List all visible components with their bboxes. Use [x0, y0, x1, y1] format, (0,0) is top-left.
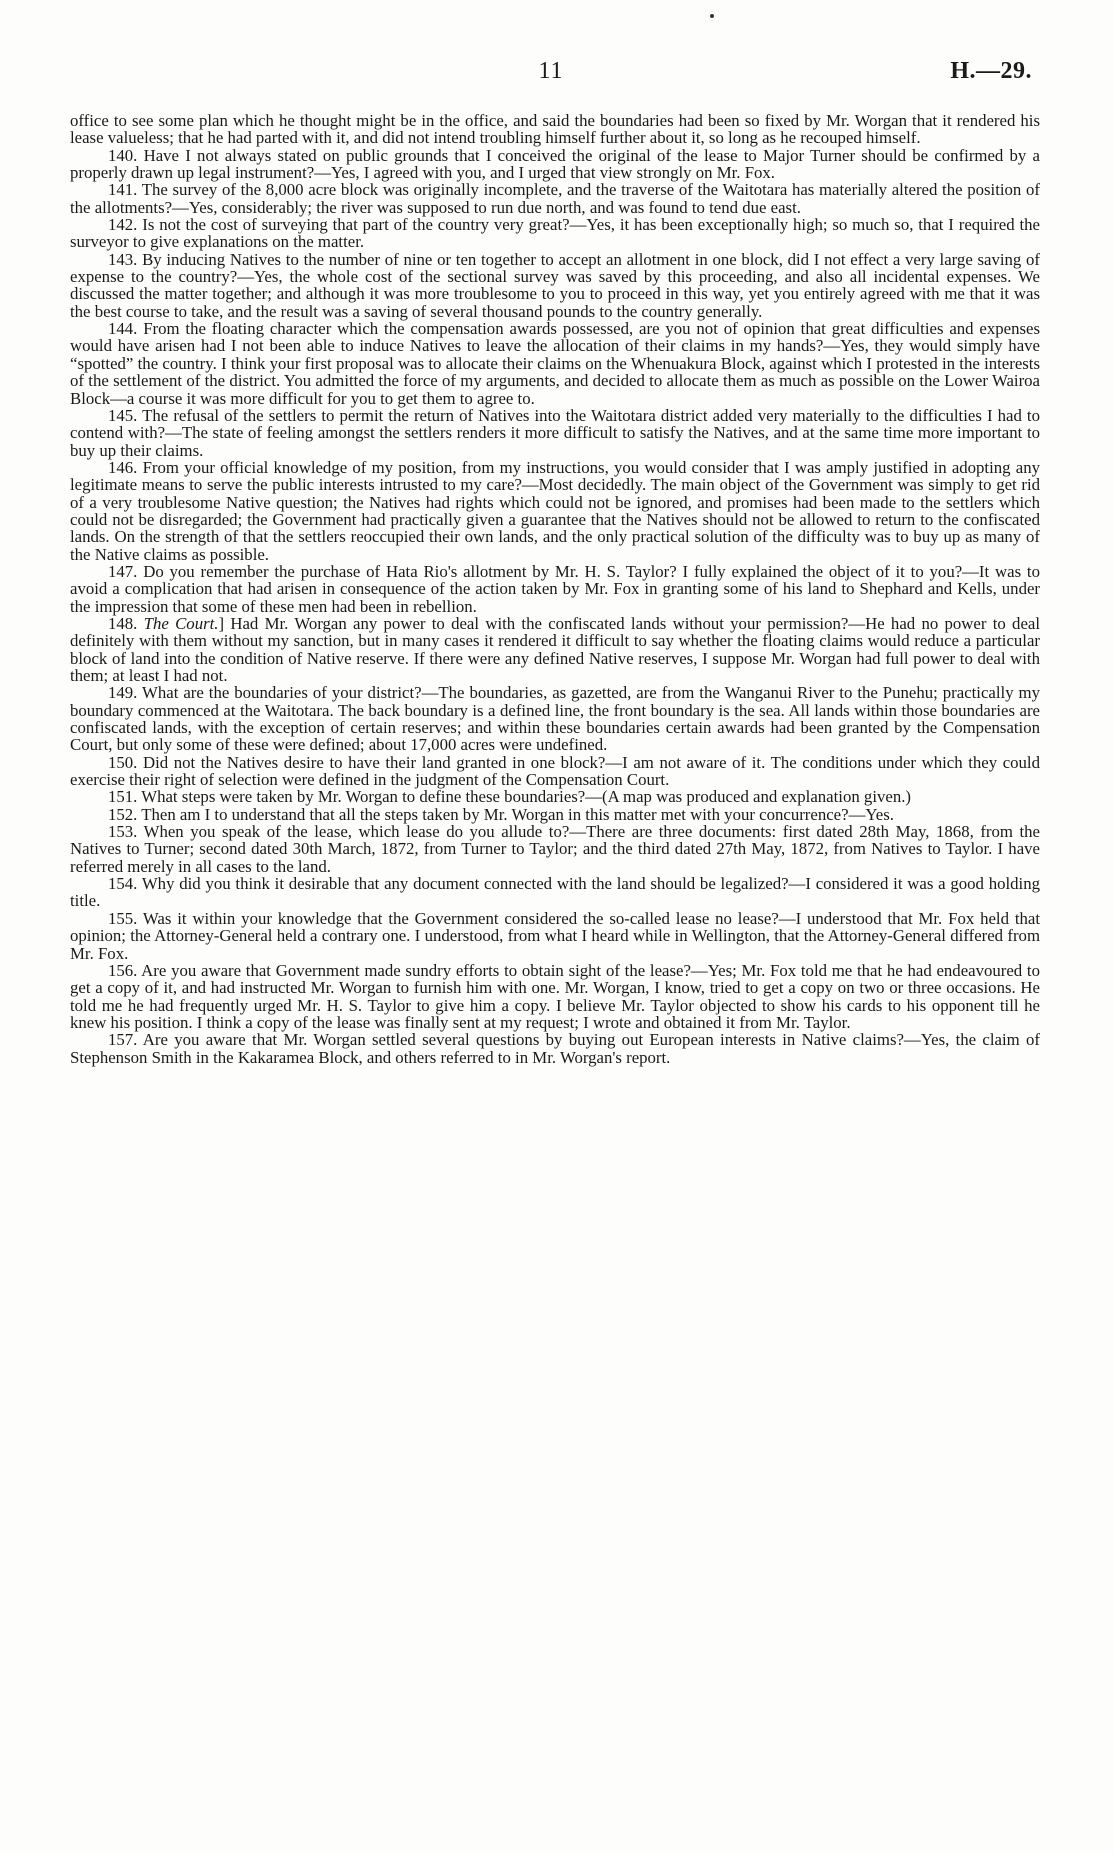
question-149: 149. What are the boundaries of your district?—The boundaries, as gazetted, are from the Wanganui River to the Punehu; practically my boundary commenced at the Waitotara. The back boundary is a defined line, the front boundary is the sea. All lands within those boundaries are confiscated lands, with the exception of certain reserves; and within these boundaries certain awards had been granted by the Compensation Court, but only some of these were defined; about 17,000 acres were undefined. [70, 683, 1040, 755]
question-151: 151. What steps were taken by Mr. Worgan to define these boundaries?—(A map was produced and explanation given.) [108, 787, 911, 807]
paragraph-continued: office to see some plan which he thought might be in the office, and said the boundaries had been so fixed by Mr. Worgan that it rendered his lease valueless; that he had parted with it, and did not intend troubling himself further about it, so long as he recouped himself. [70, 111, 1040, 148]
question-153: 153. When you speak of the lease, which lease do you allude to?—There are three documents: first dated 28th May, 1868, from the Natives to Turner; second dated 30th March, 1872, from Turner to Taylor; and the third dated 27th May, 1872, from Natives to Taylor. I have referred merely in all cases to the land. [70, 822, 1040, 876]
question-146: 146. From your official knowledge of my position, from my instructions, you would consider that I was amply justified in adopting any legitimate means to serve the public interests intrusted to my care?—Most decidedly. The main object of the Government was simply to get rid of a very troublesome Native question; the Natives had rights which could not be ignored, and promises had been made to the settlers which could not be disregarded; the Government had practically given a guarantee that the Natives should not be allowed to return to the confiscated lands. On the strength of that the settlers reoccupied their own lands, and the only practical solution of the difficulty was to buy up as many of the Native claims as possible. [70, 457, 1040, 564]
question-144: 144. From the floating character which the compensation awards possessed, are you not of opinion that great difficulties and expenses would have arisen had I not been able to induce Natives to leave the allocation of their claims in my hands?—Yes, they would simply have “spotted” the country. I think your first proposal was to allocate their claims on the Whenuakura Block, against which I protested in the interests of the settlement of the district. You admitted the force of my arguments, and decided to allocate them as much as possible on the Lower Wairoa Block—a course it was more difficult for you to get them to agree to. [70, 319, 1040, 408]
body-text [70, 112, 1040, 1066]
question-142: 142. Is not the cost of surveying that part of the country very great?—Yes, it has been exceptionally high; so much so, that I required the surveyor to give explanations on the matter. [70, 215, 1040, 252]
question-155: 155. Was it within your knowledge that the Government considered the so-called lease no lease?—I understood that Mr. Fox held that opinion; the Attorney-General held a contrary one. I understood, from what I heard while in Wellington, that the Attorney-General differed from Mr. Fox. [70, 908, 1040, 963]
question-152: 152. Then am I to understand that all the steps taken by Mr. Worgan in this matter met with your concurrence?—Yes. [108, 804, 894, 824]
printer-mark [710, 14, 714, 18]
document-reference: H.—29. [950, 58, 1032, 84]
question-154: 154. Why did you think it desirable that any document connected with the land should be legalized?—I considered it was a good holding title. [70, 874, 1040, 911]
question-148-text: ] Had Mr. Worgan any power to deal with the confiscated lands without your permission?—He had no power to deal definitely with them without my sanction, but in many cases it rendered it difficult to say whether the floating claims would reduce a particular block of land into the condition of Native reserve. If there were any defined Native reserves, I suppose Mr. Worgan had full power to deal with them; at least I had not. [70, 613, 1041, 685]
question-145: 145. The refusal of the settlers to permit the return of Natives into the Waitotara district added very materially to the difficulties I had to contend with?—The state of feeling amongst the settlers renders it more difficult to satisfy the Natives, and at the same time more important to buy up their claims. [70, 405, 1040, 460]
question-157: 157. Are you aware that Mr. Worgan settled several questions by buying out European interests in Native claims?—Yes, the claim of Stephenson Smith in the Kakaramea Block, and others referred to in Mr. Worgan's report. [70, 1030, 1040, 1067]
page-number: 11 [538, 58, 564, 84]
question-143: 143. By inducing Natives to the number of nine or ten together to accept an allotment in one block, did I not effect a very large saving of expense to the country?—Yes, the whole cost of the sectional survey was saved by this proceeding, and also all incidental expenses. We discussed the matter together; and although it was more troublesome to you to proceed in this way, yet you entirely agreed with me that it was the best course to take, and the result was a saving of several thousand pounds to the country generally. [70, 249, 1040, 321]
speaker-the-court: The Court. [143, 613, 219, 633]
page-header [70, 58, 1032, 92]
question-148 [70, 615, 1040, 684]
question-140: 140. Have I not always stated on public grounds that I conceived the original of the lease to Major Turner should be confirmed by a properly drawn up legal instrument?—Yes, I agreed with you, and I urged that view strongly on Mr. Fox. [70, 145, 1040, 183]
question-156: 156. Are you aware that Government made sundry efforts to obtain sight of the lease?—Yes; Mr. Fox told me that he had endeavoured to get a copy of it, and had instructed Mr. Worgan to furnish him with one. Mr. Worgan, I know, tried to get a copy on two or three occasions. He told me he had frequently urged Mr. H. S. Taylor to give him a copy. I believe Mr. Taylor objected to show his cards to his opponent till he knew his position. I think a copy of the lease was finally sent at my request; I wrote and obtained it from Mr. Taylor. [70, 960, 1040, 1032]
question-150: 150. Did not the Natives desire to have their land granted in one block?—I am not aware of it. The conditions under which they could exercise their right of selection were defined in the judgment of the Compensation Court. [70, 752, 1040, 790]
question-141: 141. The survey of the 8,000 acre block was originally incomplete, and the traverse of the Waitotara has materially altered the position of the allotments?—Yes, considerably; the river was supposed to run due north, and was found to tend due east. [70, 180, 1040, 217]
question-148-number: 148. [108, 613, 144, 633]
question-147: 147. Do you remember the purchase of Hata Rio's allotment by Mr. H. S. Taylor? I fully explained the object of it to you?—It was to avoid a complication that had arisen in consequence of the action taken by Mr. Fox in granting some of his land to Shephard and Kells, under the impression that some of these men had been in rebellion. [70, 561, 1040, 616]
